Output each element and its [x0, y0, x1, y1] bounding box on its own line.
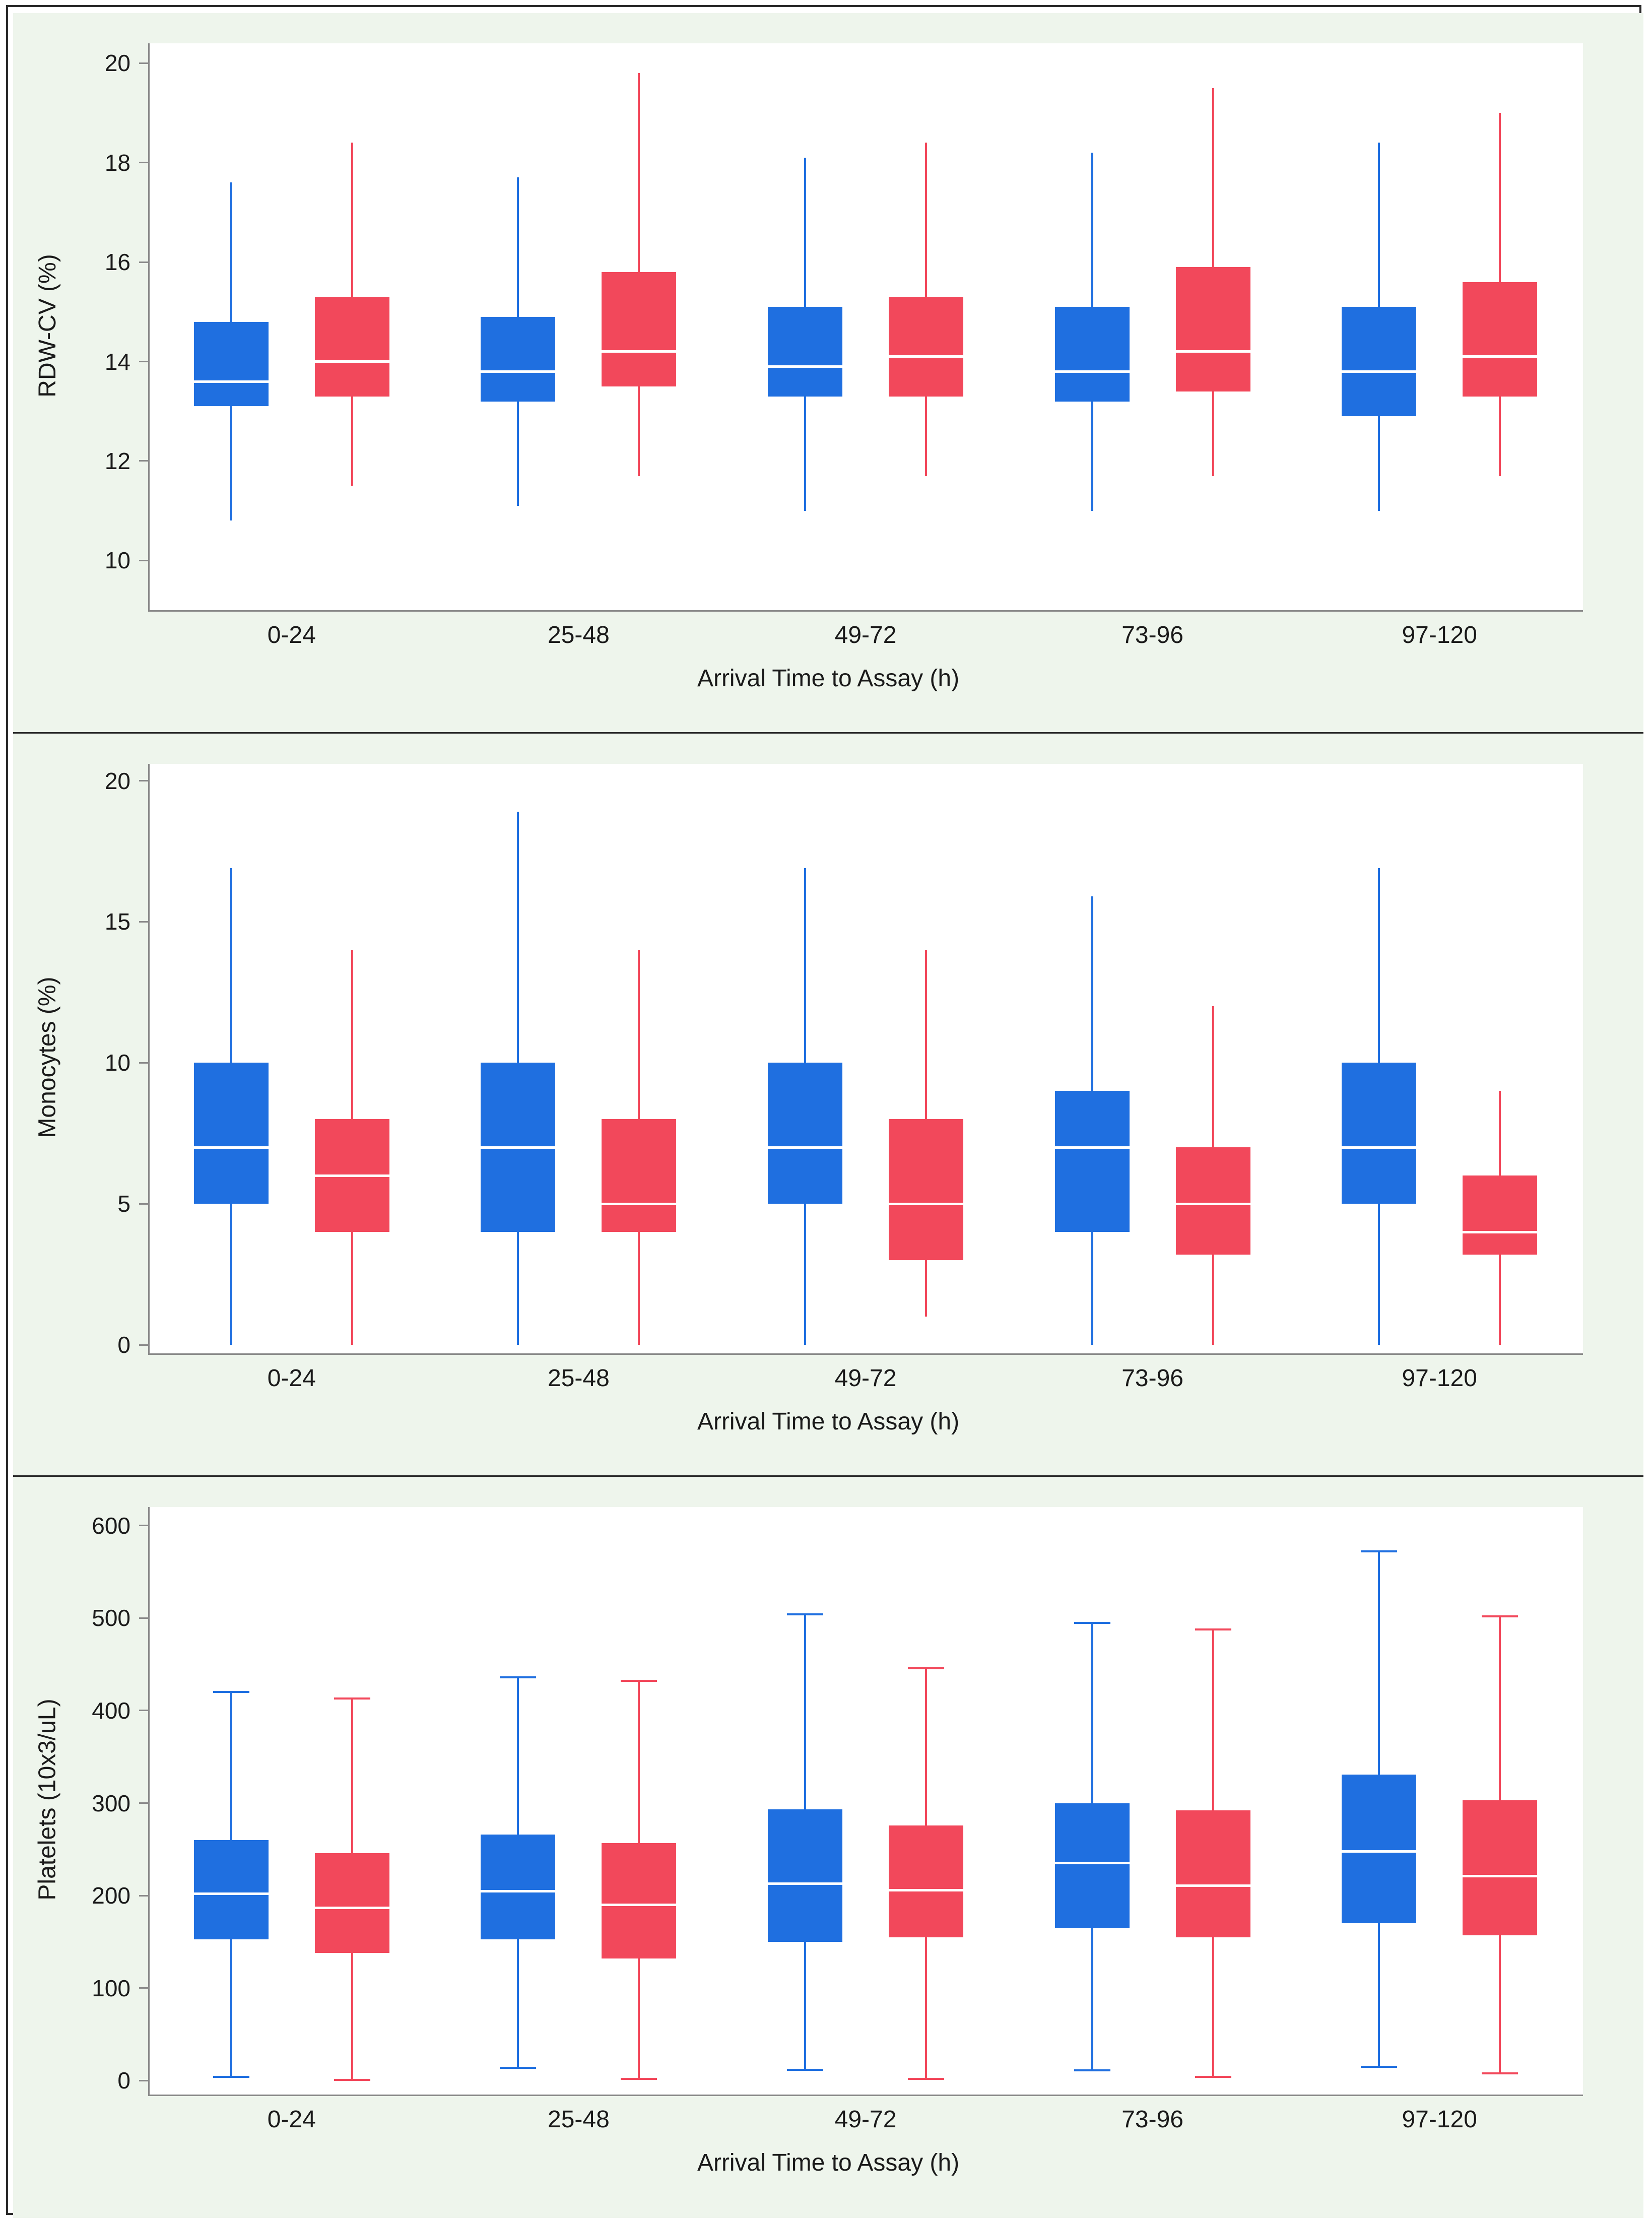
box-red-49-72	[889, 1825, 963, 1937]
x-tick-label: 73-96	[1121, 622, 1183, 648]
y-tick	[139, 262, 148, 263]
y-tick	[139, 1987, 148, 1989]
y-tick	[139, 2080, 148, 2081]
box-blue-73-96	[1055, 307, 1130, 402]
box-blue-49-72	[768, 1063, 842, 1204]
panel-stack	[13, 13, 1643, 2218]
y-tick	[139, 162, 148, 163]
median-line	[194, 380, 269, 383]
whisker-upper	[1378, 868, 1380, 1063]
y-axis-title: Platelets (10x3/uL)	[34, 1699, 61, 1901]
box-blue-49-72	[768, 307, 842, 397]
median-line	[1055, 370, 1130, 373]
whisker-upper	[804, 1613, 806, 1809]
whisker-cap-lower	[621, 2078, 657, 2080]
box-red-25-48	[602, 1843, 676, 1959]
x-tick-label: 0-24	[267, 622, 316, 648]
x-axis-title: Arrival Time to Assay (h)	[697, 1408, 960, 1435]
whisker-cap-upper	[500, 1676, 536, 1678]
whisker-cap-upper	[787, 1613, 823, 1615]
y-tick	[139, 1895, 148, 1897]
whisker-lower	[1212, 1937, 1214, 2076]
whisker-cap-lower	[1195, 2076, 1231, 2078]
median-line	[1055, 1862, 1130, 1864]
box-red-0-24	[315, 1853, 389, 1953]
y-tick-label: 20	[104, 767, 130, 794]
y-tick	[139, 1802, 148, 1804]
whisker-cap-lower	[1074, 2069, 1110, 2071]
y-tick-label: 400	[92, 1697, 130, 1724]
whisker-lower	[638, 386, 640, 476]
y-tick-label: 100	[92, 1975, 130, 2001]
y-tick	[139, 560, 148, 561]
whisker-upper	[1212, 1006, 1214, 1147]
whisker-lower	[1212, 1255, 1214, 1345]
panel-inner	[13, 13, 1643, 732]
box-blue-0-24	[194, 1063, 269, 1204]
median-line	[889, 1203, 963, 1205]
plot-area	[34, 1507, 1583, 2095]
median-line	[1463, 355, 1537, 358]
whisker-upper	[1378, 143, 1380, 307]
whisker-lower	[1378, 416, 1380, 511]
median-line	[481, 370, 555, 373]
panel-inner	[13, 1477, 1643, 2218]
whisker-cap-lower	[908, 2078, 944, 2080]
x-tick-label: 0-24	[267, 2106, 316, 2133]
y-tick-label: 300	[92, 1790, 130, 1816]
whisker-upper	[925, 950, 927, 1119]
y-tick-label: 0	[117, 1332, 130, 1358]
box-red-0-24	[315, 297, 389, 396]
whisker-cap-upper	[1361, 1550, 1397, 1552]
whisker-upper	[1091, 1622, 1093, 1803]
y-tick-label: 500	[92, 1605, 130, 1631]
median-line	[1176, 1203, 1250, 1205]
whisker-lower	[517, 1232, 519, 1345]
x-tick-label: 49-72	[834, 2106, 897, 2133]
y-tick-label: 18	[104, 149, 130, 176]
median-line	[1342, 370, 1416, 373]
whisker-cap-lower	[787, 2069, 823, 2071]
box-blue-25-48	[481, 1835, 555, 1939]
whisker-lower	[1499, 1255, 1501, 1345]
box-blue-0-24	[194, 1840, 269, 1939]
y-axis-title: Monocytes (%)	[34, 976, 61, 1138]
whisker-upper	[351, 143, 353, 297]
whisker-cap-lower	[334, 2079, 370, 2081]
whisker-upper	[517, 812, 519, 1063]
y-tick-label: 10	[104, 547, 130, 574]
chart-panel-1	[13, 13, 1643, 734]
x-axis-line	[148, 2095, 1583, 2096]
whisker-upper	[517, 1676, 519, 1835]
y-tick-label: 12	[104, 447, 130, 474]
whisker-upper	[230, 182, 232, 321]
whisker-cap-upper	[334, 1697, 370, 1700]
box-red-97-120	[1463, 1800, 1537, 1935]
whisker-lower	[804, 397, 806, 511]
whisker-lower	[804, 1204, 806, 1345]
median-line	[768, 365, 842, 368]
whisker-cap-upper	[1074, 1622, 1110, 1624]
y-tick	[139, 1525, 148, 1526]
box-blue-73-96	[1055, 1091, 1130, 1232]
whisker-upper	[638, 73, 640, 272]
box-red-73-96	[1176, 1810, 1250, 1937]
whisker-lower	[925, 1260, 927, 1317]
whisker-lower	[1091, 1928, 1093, 2069]
y-tick	[139, 1062, 148, 1064]
y-tick	[139, 460, 148, 462]
whisker-upper	[1212, 1628, 1214, 1811]
whisker-lower	[1378, 1204, 1380, 1345]
whisker-upper	[1499, 113, 1501, 282]
y-tick	[139, 1344, 148, 1346]
median-line	[1176, 350, 1250, 353]
median-line	[194, 1146, 269, 1149]
median-line	[315, 1174, 389, 1177]
panel-inner	[13, 734, 1643, 1475]
y-tick	[139, 921, 148, 923]
whisker-lower	[517, 402, 519, 506]
whisker-upper	[351, 950, 353, 1119]
y-axis-title: RDW-CV (%)	[34, 253, 61, 398]
box-red-49-72	[889, 297, 963, 396]
whisker-upper	[351, 1697, 353, 1853]
whisker-lower	[351, 397, 353, 486]
whisker-lower	[230, 406, 232, 520]
box-red-97-120	[1463, 282, 1537, 397]
y-tick-label: 0	[117, 2067, 130, 2094]
whisker-upper	[230, 868, 232, 1063]
box-blue-25-48	[481, 317, 555, 402]
y-tick-label: 200	[92, 1882, 130, 1909]
x-axis-line	[148, 610, 1583, 612]
whisker-upper	[1091, 153, 1093, 307]
whisker-lower	[351, 1232, 353, 1345]
y-tick	[139, 780, 148, 781]
x-axis-title: Arrival Time to Assay (h)	[697, 2149, 960, 2176]
median-line	[889, 355, 963, 358]
y-tick	[139, 1710, 148, 1711]
box-red-97-120	[1463, 1175, 1537, 1255]
y-axis-line	[148, 764, 150, 1353]
y-tick	[139, 1203, 148, 1205]
whisker-upper	[1212, 88, 1214, 267]
y-tick	[139, 1617, 148, 1619]
y-tick-label: 600	[92, 1512, 130, 1539]
box-red-25-48	[602, 1119, 676, 1232]
y-tick-label: 20	[104, 50, 130, 77]
y-tick-label: 10	[104, 1050, 130, 1076]
box-red-49-72	[889, 1119, 963, 1260]
whisker-cap-upper	[908, 1667, 944, 1669]
box-blue-97-120	[1342, 1775, 1416, 1924]
median-line	[194, 1892, 269, 1895]
median-line	[602, 350, 676, 353]
whisker-lower	[1091, 402, 1093, 511]
y-tick	[139, 361, 148, 362]
whisker-lower	[230, 1204, 232, 1345]
whisker-lower	[638, 1232, 640, 1345]
y-tick-label: 14	[104, 348, 130, 375]
whisker-upper	[804, 158, 806, 307]
median-line	[481, 1146, 555, 1149]
median-line	[315, 1907, 389, 1909]
whisker-lower	[1091, 1232, 1093, 1345]
box-blue-73-96	[1055, 1803, 1130, 1928]
median-line	[602, 1203, 676, 1205]
x-tick-label: 97-120	[1402, 1365, 1477, 1392]
whisker-lower	[230, 1939, 232, 2076]
whisker-upper	[1091, 896, 1093, 1091]
whisker-upper	[638, 1680, 640, 1843]
median-line	[1176, 1884, 1250, 1887]
median-line	[602, 1904, 676, 1906]
whisker-cap-lower	[500, 2067, 536, 2069]
median-line	[481, 1890, 555, 1892]
x-tick-label: 97-120	[1402, 622, 1477, 648]
box-blue-97-120	[1342, 307, 1416, 416]
whisker-cap-upper	[1482, 1615, 1518, 1617]
box-red-25-48	[602, 272, 676, 386]
median-line	[768, 1882, 842, 1885]
whisker-lower	[351, 1953, 353, 2079]
whisker-cap-lower	[1361, 2066, 1397, 2068]
whisker-upper	[1378, 1550, 1380, 1774]
y-tick	[139, 62, 148, 64]
whisker-upper	[925, 143, 927, 297]
y-tick-label: 15	[104, 908, 130, 935]
whisker-lower	[1499, 1935, 1501, 2072]
whisker-lower	[1212, 391, 1214, 476]
x-tick-label: 49-72	[834, 622, 897, 648]
box-red-73-96	[1176, 1147, 1250, 1255]
whisker-upper	[1499, 1091, 1501, 1175]
whisker-cap-upper	[1195, 1628, 1231, 1630]
y-axis-line	[148, 1507, 150, 2095]
whisker-upper	[804, 868, 806, 1063]
chart-panel-3	[13, 1477, 1643, 2218]
median-line	[1342, 1850, 1416, 1853]
whisker-lower	[925, 397, 927, 476]
median-line	[768, 1146, 842, 1149]
whisker-upper	[638, 950, 640, 1119]
whisker-lower	[925, 1937, 927, 2078]
chart-panel-2	[13, 734, 1643, 1477]
whisker-upper	[517, 177, 519, 316]
x-tick-label: 25-48	[548, 1365, 610, 1392]
whisker-upper	[230, 1691, 232, 1840]
box-blue-0-24	[194, 322, 269, 407]
whisker-cap-upper	[621, 1680, 657, 1682]
whisker-cap-lower	[213, 2076, 249, 2078]
x-tick-label: 0-24	[267, 1365, 316, 1392]
median-line	[1342, 1146, 1416, 1149]
y-tick-label: 5	[117, 1191, 130, 1217]
x-axis-title: Arrival Time to Assay (h)	[697, 665, 960, 692]
y-tick-label: 16	[104, 249, 130, 276]
whisker-upper	[925, 1667, 927, 1825]
whisker-lower	[1499, 397, 1501, 476]
box-blue-97-120	[1342, 1063, 1416, 1204]
median-line	[1463, 1231, 1537, 1233]
x-tick-label: 97-120	[1402, 2106, 1477, 2133]
plot-area	[34, 764, 1583, 1358]
whisker-lower	[517, 1939, 519, 2067]
x-axis-line	[148, 1353, 1583, 1355]
x-tick-label: 49-72	[834, 1365, 897, 1392]
whisker-lower	[804, 1942, 806, 2069]
whisker-cap-upper	[213, 1691, 249, 1693]
whisker-lower	[1378, 1923, 1380, 2066]
box-blue-49-72	[768, 1809, 842, 1942]
whisker-cap-lower	[1482, 2072, 1518, 2074]
x-tick-label: 25-48	[548, 2106, 610, 2133]
plot-area	[34, 43, 1583, 610]
y-axis-line	[148, 43, 150, 610]
x-tick-label: 25-48	[548, 622, 610, 648]
whisker-upper	[1499, 1615, 1501, 1800]
x-tick-label: 73-96	[1121, 2106, 1183, 2133]
median-line	[889, 1889, 963, 1891]
x-tick-label: 73-96	[1121, 1365, 1183, 1392]
box-red-73-96	[1176, 267, 1250, 391]
whisker-lower	[638, 1958, 640, 2078]
median-line	[1055, 1146, 1130, 1149]
median-line	[315, 360, 389, 363]
median-line	[1463, 1875, 1537, 1877]
